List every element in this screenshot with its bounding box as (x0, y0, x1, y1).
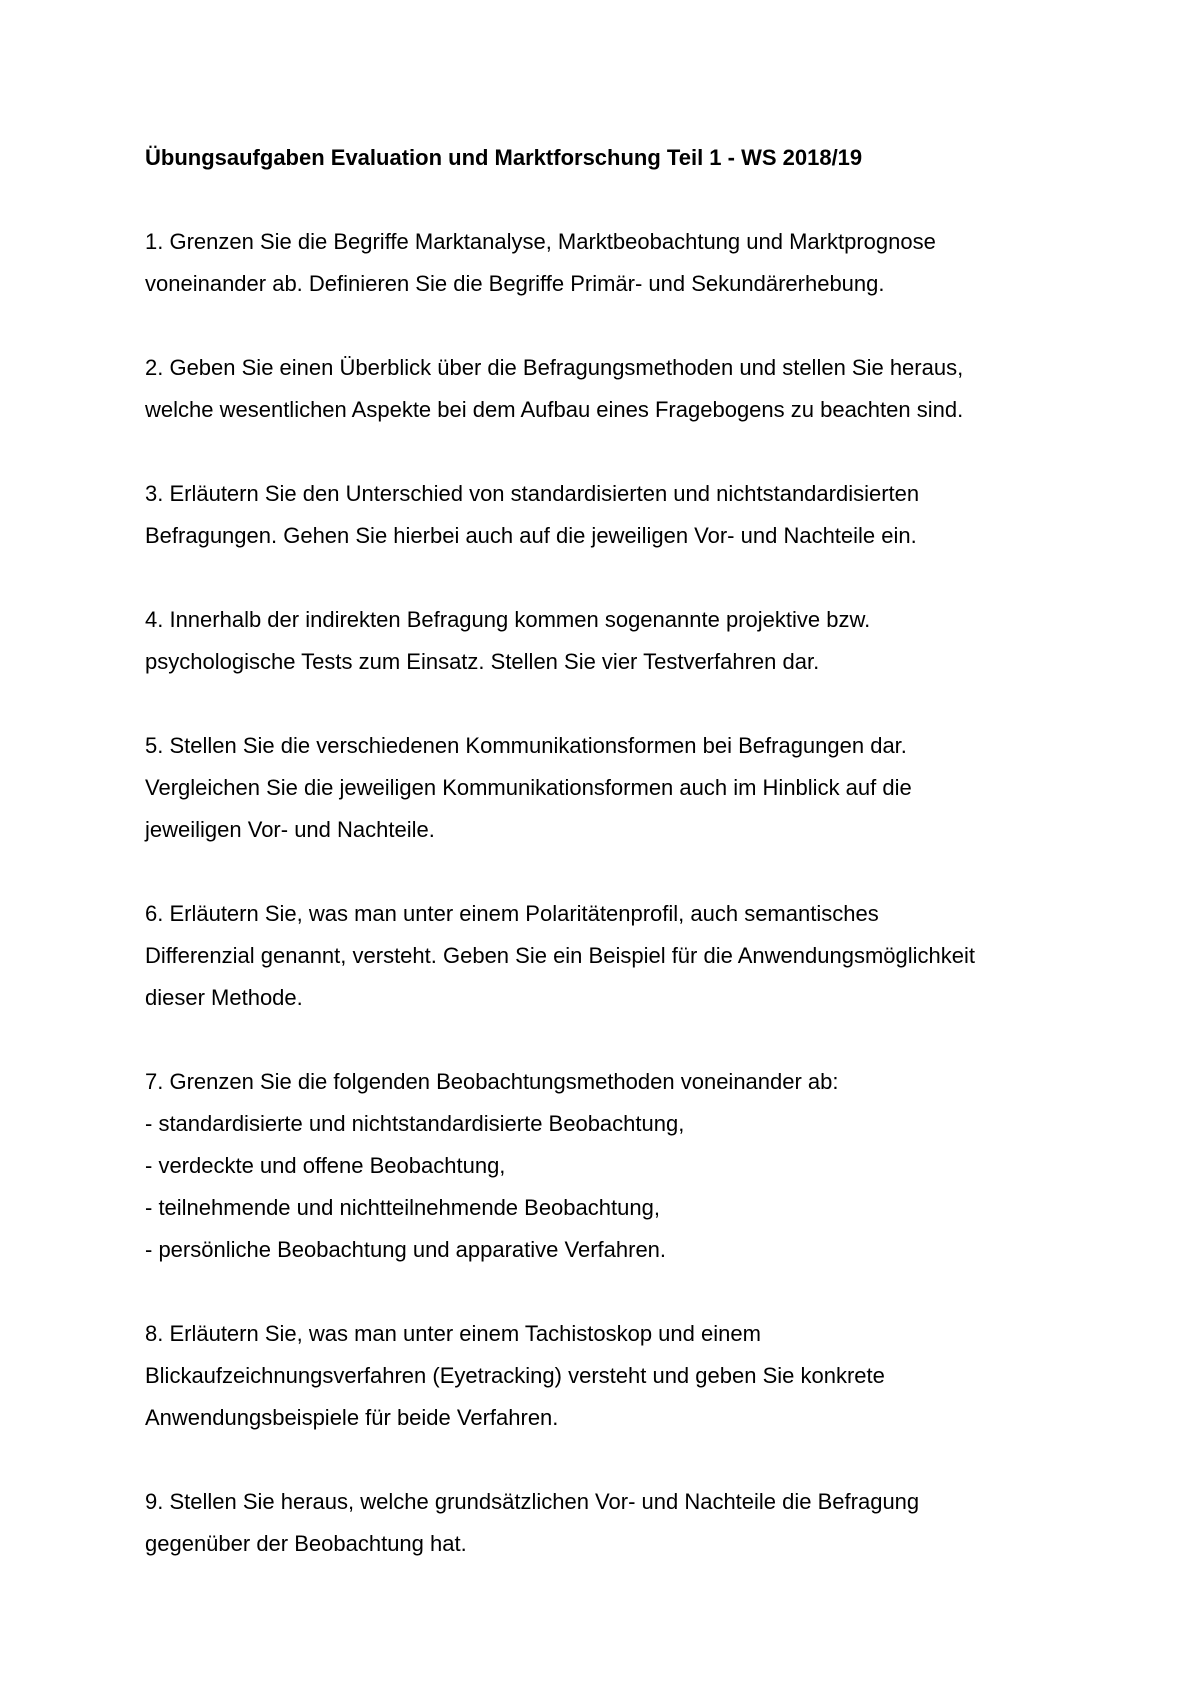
document-page (145, 137, 1105, 1565)
spacer (145, 305, 1105, 347)
task-text-line: Befragungen. Gehen Sie hierbei auch auf die jeweiligen Vor- und Nachteile ein. (145, 523, 917, 548)
task-text-line: - standardisierte und nichtstandardisierte Beobachtung, (145, 1111, 685, 1136)
task-text-line: Anwendungsbeispiele für beide Verfahren. (145, 1405, 559, 1430)
task-text-line: Differenzial genannt, versteht. Geben Sie ein Beispiel für die Anwendungsmöglichkeit (145, 943, 975, 968)
task-item (145, 599, 1105, 683)
task-item (145, 1061, 1105, 1271)
task-item (145, 1313, 1105, 1439)
task-item (145, 1481, 1105, 1565)
spacer (145, 1439, 1105, 1481)
task-text-line: 5. Stellen Sie die verschiedenen Kommunikationsformen bei Befragungen dar. (145, 733, 907, 758)
task-item (145, 347, 1105, 431)
spacer (145, 851, 1105, 893)
task-list (145, 221, 1105, 1565)
task-text-line: 1. Grenzen Sie die Begriffe Marktanalyse, Marktbeobachtung und Marktprognose (145, 229, 936, 254)
task-text-line: 7. Grenzen Sie die folgenden Beobachtungsmethoden voneinander ab: (145, 1069, 839, 1094)
spacer (145, 683, 1105, 725)
spacer (145, 179, 1105, 221)
task-text-line: Blickaufzeichnungsverfahren (Eyetracking) versteht und geben Sie konkrete (145, 1363, 885, 1388)
task-text-line: 6. Erläutern Sie, was man unter einem Polaritätenprofil, auch semantisches (145, 901, 879, 926)
task-text-line: - verdeckte und offene Beobachtung, (145, 1153, 506, 1178)
spacer (145, 1019, 1105, 1061)
task-item (145, 893, 1105, 1019)
task-text-line: voneinander ab. Definieren Sie die Begriffe Primär- und Sekundärerhebung. (145, 271, 885, 296)
task-text-line: - persönliche Beobachtung und apparative Verfahren. (145, 1237, 667, 1262)
spacer (145, 1271, 1105, 1313)
spacer (145, 431, 1105, 473)
task-text-line: Vergleichen Sie die jeweiligen Kommunikationsformen auch im Hinblick auf die (145, 775, 912, 800)
task-text-line: welche wesentlichen Aspekte bei dem Aufbau eines Fragebogens zu beachten sind. (145, 397, 964, 422)
task-text-line: dieser Methode. (145, 985, 303, 1010)
task-text-line: 4. Innerhalb der indirekten Befragung kommen sogenannte projektive bzw. (145, 607, 871, 632)
task-item (145, 221, 1105, 305)
spacer (145, 557, 1105, 599)
task-text-line: psychologische Tests zum Einsatz. Stellen Sie vier Testverfahren dar. (145, 649, 820, 674)
task-text-line: - teilnehmende und nichtteilnehmende Beobachtung, (145, 1195, 660, 1220)
task-text-line: 8. Erläutern Sie, was man unter einem Tachistoskop und einem (145, 1321, 761, 1346)
task-item (145, 725, 1105, 851)
task-text-line: 2. Geben Sie einen Überblick über die Befragungsmethoden und stellen Sie heraus, (145, 355, 964, 380)
task-text-line: gegenüber der Beobachtung hat. (145, 1531, 467, 1556)
task-text-line: jeweiligen Vor- und Nachteile. (145, 817, 435, 842)
task-text-line: 9. Stellen Sie heraus, welche grundsätzlichen Vor- und Nachteile die Befragung (145, 1489, 920, 1514)
task-item (145, 473, 1105, 557)
task-text-line: 3. Erläutern Sie den Unterschied von standardisierten und nichtstandardisierten (145, 481, 920, 506)
document-title: Übungsaufgaben Evaluation und Marktforschung Teil 1 - WS 2018/19 (145, 145, 863, 170)
